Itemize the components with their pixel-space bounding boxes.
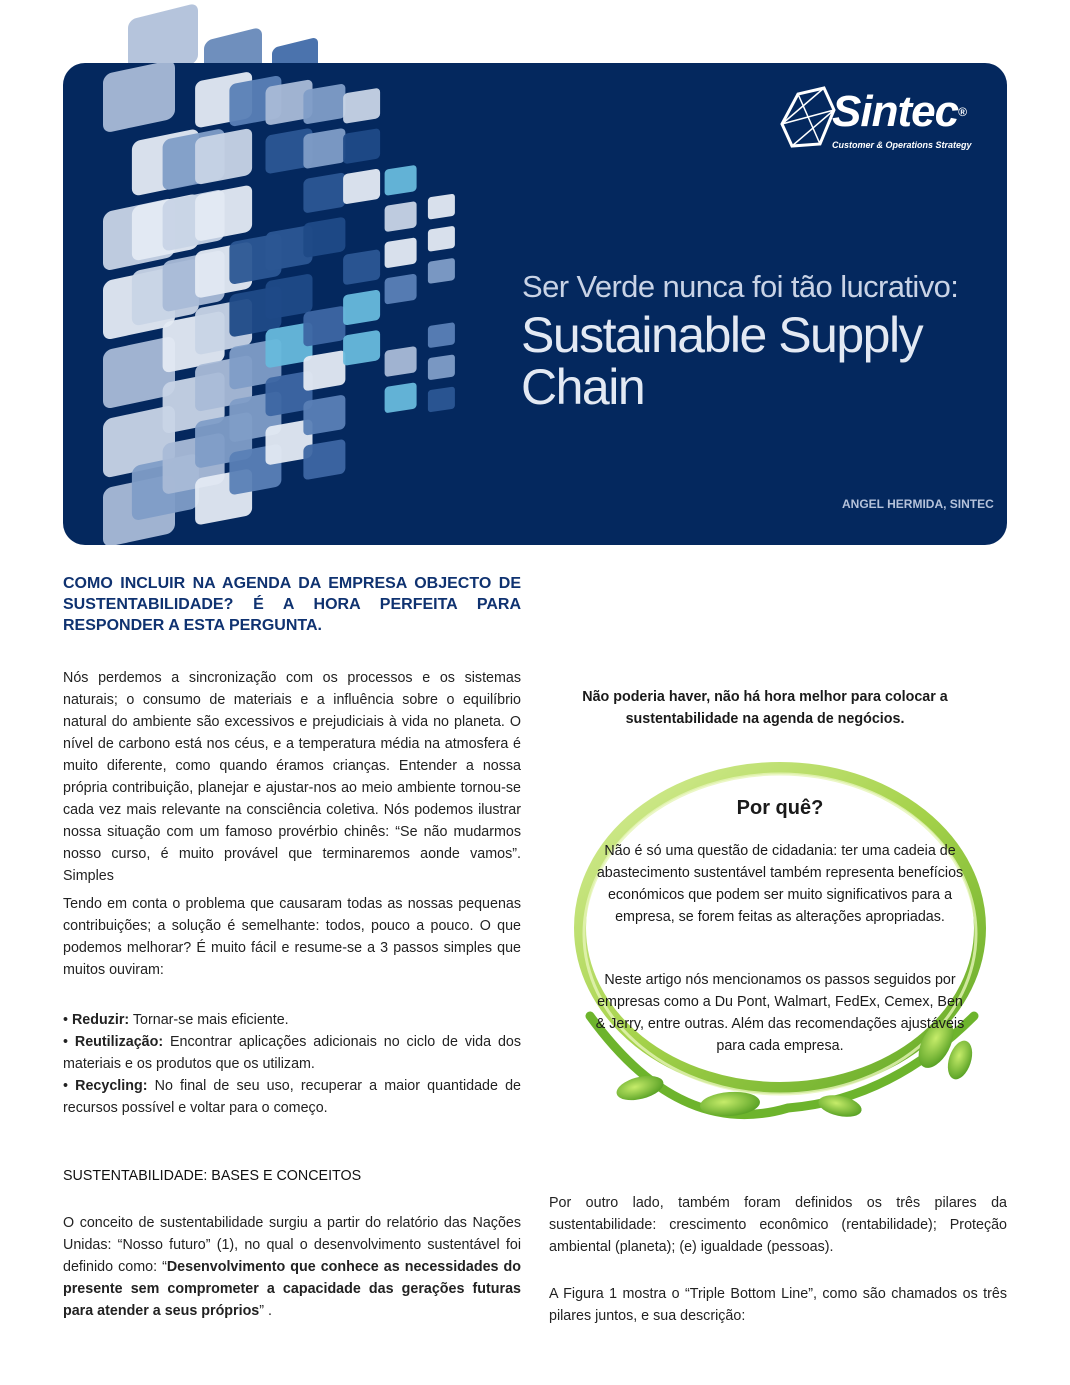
mosaic-tile <box>428 258 455 284</box>
mosaic-tile <box>428 354 455 380</box>
page-subtitle: Ser Verde nunca foi tão lucrativo: <box>522 269 959 304</box>
logo-name: Sintec® <box>832 87 966 136</box>
mosaic-tile <box>343 88 380 124</box>
list-item: • Reduzir: Tornar-se mais eficiente. <box>63 1012 289 1028</box>
list-item: • Reutilização: Encontrar aplicações adicionais no ciclo de vida dos materiais e os produtos que os utilizam. <box>63 1034 521 1072</box>
section-heading: SUSTENTABILIDADE: BASES E CONCEITOS <box>63 1168 362 1184</box>
solution-paragraph: Tendo em conta o problema que causaram todas as nossas pequenas contribuições; a solução é semelhante: todos, pouco a pouco. O que podemos melhorar? É muito fácil e resume-se a 3 passos simples que muitos ouviram: <box>63 896 521 978</box>
mosaic-tile <box>343 168 380 204</box>
mosaic-tile <box>303 217 345 259</box>
mosaic-tile <box>428 226 455 252</box>
mosaic-tile <box>385 237 417 268</box>
mosaic-tile <box>428 322 455 348</box>
mosaic-tile <box>103 63 175 134</box>
mosaic-tile <box>303 394 345 436</box>
mosaic-tile <box>343 330 380 366</box>
steps-list <box>63 1009 521 1119</box>
why-heading: Por quê? <box>736 797 824 819</box>
author-credit: ANGEL HERMIDA, SINTEC <box>842 497 994 511</box>
why-paragraph-1: Não é só uma questão de cidadania: ter uma cadeia de abastecimento sustentável também representa benefícios económicos que podem ser muito significativos para a empresa, se forem feitas as alterações apropriadas. <box>596 843 964 925</box>
mosaic-tile <box>385 273 417 304</box>
mosaic-tile <box>385 165 417 196</box>
page-title: Sustainable Supply Chain <box>521 307 923 415</box>
mosaic-tile <box>343 289 380 325</box>
logo-tagline: Customer & Operations Strategy <box>832 140 972 150</box>
pull-quote: Não poderia haver, não há hora melhor para colocar a sustentabilidade na agenda de negócios. <box>582 689 948 727</box>
why-paragraph-2: Neste artigo nós mencionamos os passos seguidos por empresas como a Du Pont, Walmart, FedEx, Cemex, Ben & Jerry, entre outras. Além das recomendações ajustáveis para cada empresa. <box>595 972 965 1054</box>
mosaic-tile <box>428 386 455 412</box>
mosaic-tile <box>385 346 417 377</box>
mosaic-tile <box>343 249 380 285</box>
lead-heading: COMO INCLUIR NA AGENDA DA EMPRESA OBJECTO DE SUSTENTABILIDADE? É A HORA PERFEITA PARA RESPONDER A ESTA PERGUNTA. <box>63 575 521 634</box>
pillars-paragraph: Por outro lado, também foram definidos os três pilares da sustentabilidade: crescimento econômico (rentabilidade); Proteção ambiental (planeta); (e) igualdade (pessoas). <box>549 1195 1007 1255</box>
mosaic-tile <box>266 273 313 320</box>
floating-tiles-top <box>0 0 420 70</box>
mosaic-tile <box>385 382 417 413</box>
intro-paragraph: Nós perdemos a sincronização com os processos e os sistemas naturais; o consumo de materiais e a influência sobre o equilíbrio natural do ambiente são excessivos e prejudiciais à vida no planeta. O nível de carbono está nos céus, e a temperatura média na atmosfera é muito diferente, como quando éramos crianças. Entender a nossa própria contribuição, planejar e ajustar-nos ao meio ambiente tornou-se cada vez mais relevante na consciência coletiva. Nós podemos ilustrar nossa situação com um famoso provérbio chinês: “Se não mudarmos nosso curso, é muito provável que terminaremos aonde vamos”. Simples <box>63 670 521 884</box>
mosaic-tile <box>303 172 345 214</box>
mosaic-tile <box>303 128 345 170</box>
figure-reference-paragraph: A Figura 1 mostra o “Triple Bottom Line”, como são chamados os três pilares juntos, e sua descrição: <box>549 1286 1007 1324</box>
mosaic-tile <box>303 305 345 347</box>
list-item: • Recycling: No final de seu uso, recuperar a maior quantidade de recursos possível e voltar para o começo. <box>63 1078 521 1116</box>
mosaic-tile <box>385 201 417 232</box>
mosaic-tile <box>303 350 345 392</box>
mosaic-tile <box>428 194 455 220</box>
mosaic-tile <box>343 128 380 164</box>
concept-paragraph: O conceito de sustentabilidade surgiu a partir do relatório das Nações Unidas: “Nosso futuro” (1), no qual o desenvolvimento sustentável foi definido como: “Desenvolvimento que conhece as necessidades do presente sem comprometer a capacidade das gerações futuras para atender a seus próprios” . <box>63 1215 521 1319</box>
mosaic-tile <box>303 83 345 125</box>
mosaic-tile <box>303 439 345 481</box>
